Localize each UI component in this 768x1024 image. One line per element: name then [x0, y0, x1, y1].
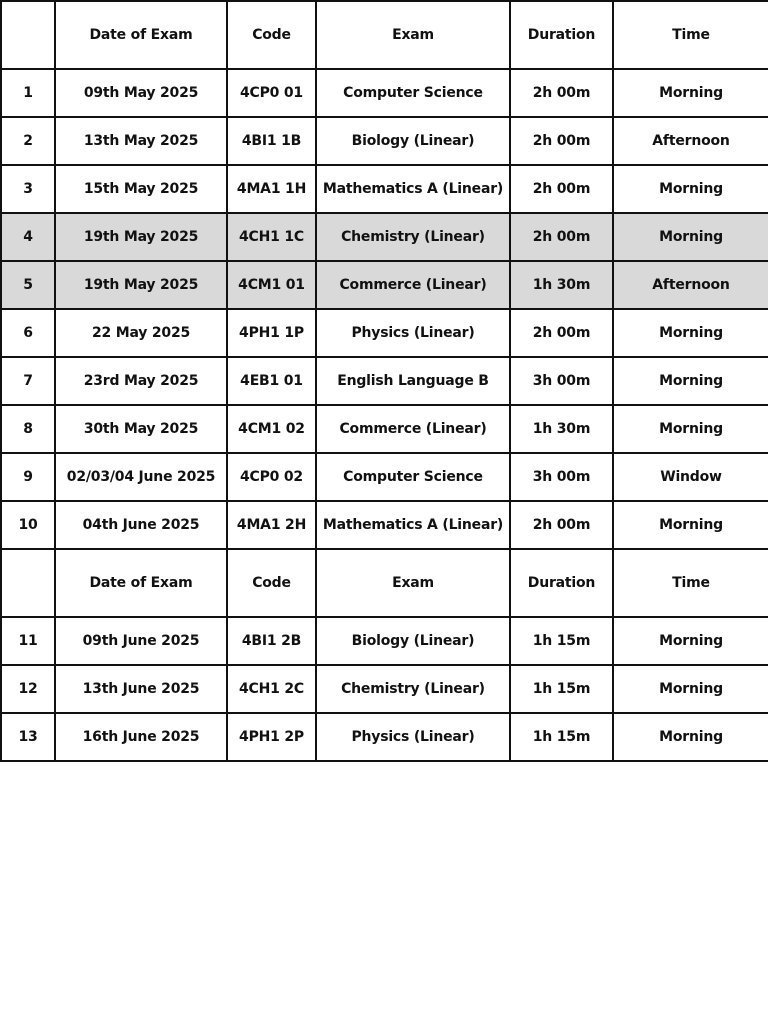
exam-cell: Computer Science [316, 69, 510, 117]
time-cell: Morning [613, 165, 768, 213]
code-cell: 4CM1 01 [227, 261, 316, 309]
date-cell: 09th June 2025 [55, 617, 227, 665]
time-cell: Morning [613, 617, 768, 665]
table-row [1, 69, 768, 117]
row-number-cell: 4 [1, 213, 55, 261]
date-cell: 13th May 2025 [55, 117, 227, 165]
date-cell: 16th June 2025 [55, 713, 227, 761]
code-cell: 4MA1 1H [227, 165, 316, 213]
header-number-cell [1, 549, 55, 617]
exam-cell: Biology (Linear) [316, 617, 510, 665]
row-number-cell: 2 [1, 117, 55, 165]
duration-cell: 3h 00m [510, 453, 613, 501]
code-cell: 4CH1 1C [227, 213, 316, 261]
duration-cell: 1h 30m [510, 405, 613, 453]
code-cell: 4BI1 2B [227, 617, 316, 665]
code-cell: 4CP0 02 [227, 453, 316, 501]
code-cell: 4PH1 1P [227, 309, 316, 357]
table-row [1, 165, 768, 213]
time-cell: Afternoon [613, 117, 768, 165]
row-number-cell: 8 [1, 405, 55, 453]
time-cell: Morning [613, 713, 768, 761]
code-cell: 4CP0 01 [227, 69, 316, 117]
header-number-cell [1, 1, 55, 69]
time-cell: Morning [613, 309, 768, 357]
row-number-cell: 9 [1, 453, 55, 501]
table-row [1, 405, 768, 453]
exam-cell: Physics (Linear) [316, 713, 510, 761]
table-row [1, 117, 768, 165]
time-cell: Morning [613, 357, 768, 405]
date-cell: 19th May 2025 [55, 261, 227, 309]
row-number-cell: 7 [1, 357, 55, 405]
exam-cell: Chemistry (Linear) [316, 213, 510, 261]
exam-cell: English Language B [316, 357, 510, 405]
exam-cell: Mathematics A (Linear) [316, 165, 510, 213]
header-code-cell: Code [227, 549, 316, 617]
header-exam-cell: Exam [316, 549, 510, 617]
date-cell: 09th May 2025 [55, 69, 227, 117]
code-cell: 4PH1 2P [227, 713, 316, 761]
header-duration-cell: Duration [510, 549, 613, 617]
time-cell: Morning [613, 69, 768, 117]
row-number-cell: 13 [1, 713, 55, 761]
date-cell: 15th May 2025 [55, 165, 227, 213]
duration-cell: 1h 15m [510, 617, 613, 665]
table-row [1, 453, 768, 501]
table-row [1, 617, 768, 665]
header-duration-cell: Duration [510, 1, 613, 69]
table-header-row [1, 1, 768, 69]
date-cell: 23rd May 2025 [55, 357, 227, 405]
time-cell: Morning [613, 501, 768, 549]
date-cell: 13th June 2025 [55, 665, 227, 713]
row-number-cell: 5 [1, 261, 55, 309]
table-row [1, 357, 768, 405]
code-cell: 4CM1 02 [227, 405, 316, 453]
exam-cell: Physics (Linear) [316, 309, 510, 357]
table-row [1, 501, 768, 549]
time-cell: Morning [613, 213, 768, 261]
code-cell: 4MA1 2H [227, 501, 316, 549]
row-number-cell: 3 [1, 165, 55, 213]
time-cell: Morning [613, 405, 768, 453]
row-number-cell: 12 [1, 665, 55, 713]
exam-cell: Computer Science [316, 453, 510, 501]
header-time-cell: Time [613, 1, 768, 69]
duration-cell: 1h 15m [510, 713, 613, 761]
header-date-cell: Date of Exam [55, 1, 227, 69]
exam-cell: Commerce (Linear) [316, 261, 510, 309]
date-cell: 30th May 2025 [55, 405, 227, 453]
time-cell: Window [613, 453, 768, 501]
duration-cell: 3h 00m [510, 357, 613, 405]
date-cell: 22 May 2025 [55, 309, 227, 357]
date-cell: 19th May 2025 [55, 213, 227, 261]
exam-cell: Commerce (Linear) [316, 405, 510, 453]
table-header-row [1, 549, 768, 617]
code-cell: 4CH1 2C [227, 665, 316, 713]
code-cell: 4EB1 01 [227, 357, 316, 405]
header-code-cell: Code [227, 1, 316, 69]
exam-cell: Chemistry (Linear) [316, 665, 510, 713]
header-date-cell: Date of Exam [55, 549, 227, 617]
duration-cell: 2h 00m [510, 309, 613, 357]
row-number-cell: 10 [1, 501, 55, 549]
duration-cell: 1h 30m [510, 261, 613, 309]
row-number-cell: 11 [1, 617, 55, 665]
exam-cell: Biology (Linear) [316, 117, 510, 165]
table-row [1, 309, 768, 357]
table-row [1, 665, 768, 713]
duration-cell: 2h 00m [510, 165, 613, 213]
table-row [1, 713, 768, 761]
duration-cell: 2h 00m [510, 501, 613, 549]
time-cell: Afternoon [613, 261, 768, 309]
code-cell: 4BI1 1B [227, 117, 316, 165]
exam-cell: Mathematics A (Linear) [316, 501, 510, 549]
row-number-cell: 6 [1, 309, 55, 357]
time-cell: Morning [613, 665, 768, 713]
duration-cell: 1h 15m [510, 665, 613, 713]
header-exam-cell: Exam [316, 1, 510, 69]
table-row [1, 213, 768, 261]
duration-cell: 2h 00m [510, 117, 613, 165]
duration-cell: 2h 00m [510, 69, 613, 117]
row-number-cell: 1 [1, 69, 55, 117]
duration-cell: 2h 00m [510, 213, 613, 261]
date-cell: 04th June 2025 [55, 501, 227, 549]
date-cell: 02/03/04 June 2025 [55, 453, 227, 501]
table-row [1, 261, 768, 309]
header-time-cell: Time [613, 549, 768, 617]
exam-schedule-body [1, 1, 768, 761]
